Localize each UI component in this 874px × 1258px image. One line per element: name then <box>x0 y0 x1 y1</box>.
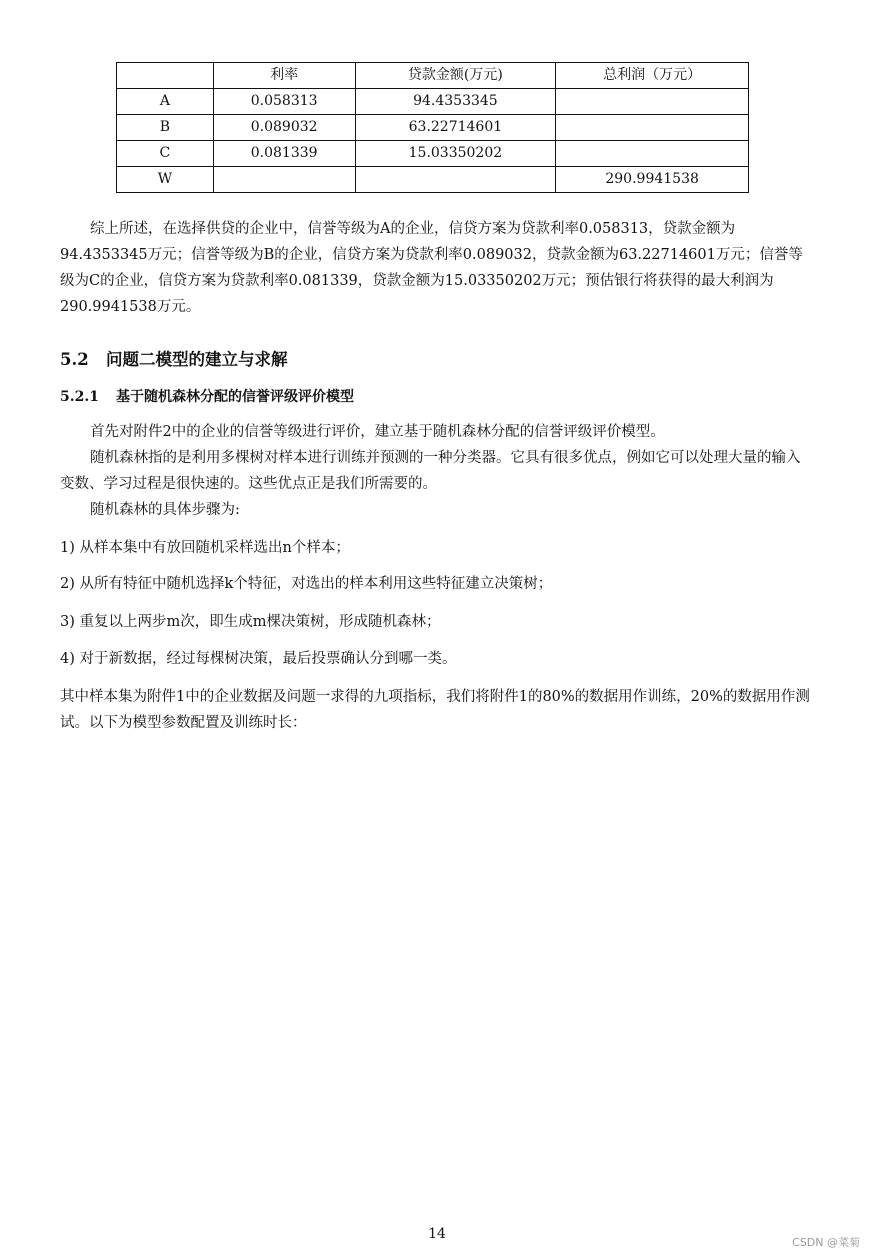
list-item: 3) 重复以上两步m次，即生成m棵决策树，形成随机森林； <box>60 614 441 630</box>
subsection-title: 基于随机森林分配的信誉评级评价模型 <box>116 389 354 405</box>
table-cell: C <box>117 141 214 167</box>
table-cell <box>556 141 749 167</box>
page-number: 14 <box>428 1226 446 1242</box>
closing-paragraph: 其中样本集为附件1中的企业数据及问题一求得的九项指标，我们将附件1的80%的数据用作训练，20%的数据用作测试。以下为模型参数配置及训练时长： <box>60 689 810 731</box>
list-item: 1) 从样本集中有放回随机采样选出n个样本； <box>60 540 350 556</box>
summary-paragraph: 综上所述，在选择供贷的企业中，信誉等级为A的企业，信贷方案为贷款利率0.058313，贷款金额为94.4353345万元；信誉等级为B的企业，信贷方案为贷款利率0.089032，贷款金额为63.22714601万元；信誉等级为C的企业，信贷方案为贷款利率0.081339，贷款金额为15.03350202万元；预估银行将获得的最大利润为290.9941538万元。 <box>60 221 803 315</box>
subsection-heading <box>60 386 354 406</box>
table-cell: 63.22714601 <box>355 115 556 141</box>
table-cell: B <box>117 115 214 141</box>
table-header-cell: 利率 <box>213 63 355 89</box>
loan-plan-table <box>116 62 749 193</box>
section-heading <box>60 346 288 370</box>
watermark-text: CSDN @菜菊 <box>792 1236 860 1249</box>
table-cell: 0.058313 <box>213 89 355 115</box>
table-cell <box>355 167 556 193</box>
table-cell <box>213 167 355 193</box>
section-number: 5.2 <box>60 350 89 369</box>
body-paragraph: 随机森林指的是利用多棵树对样本进行训练并预测的一种分类器。它具有很多优点，例如它可以处理大量的输入变数、学习过程是很快速的。这些优点正是我们所需要的。 <box>60 450 801 492</box>
subsection-number: 5.2.1 <box>60 389 99 405</box>
table-cell: 94.4353345 <box>355 89 556 115</box>
table-cell: A <box>117 89 214 115</box>
table-cell: W <box>117 167 214 193</box>
table-row <box>117 141 749 167</box>
body-paragraph: 随机森林的具体步骤为: <box>90 502 240 518</box>
table-cell: 15.03350202 <box>355 141 556 167</box>
table-cell: 290.9941538 <box>556 167 749 193</box>
list-item: 4) 对于新数据，经过每棵树决策，最后投票确认分到哪一类。 <box>60 651 457 667</box>
table-header-cell: 贷款金额(万元) <box>355 63 556 89</box>
table-row <box>117 115 749 141</box>
section-title: 问题二模型的建立与求解 <box>106 350 288 369</box>
table-header-row <box>117 63 749 89</box>
table-cell: 0.089032 <box>213 115 355 141</box>
table-cell: 0.081339 <box>213 141 355 167</box>
table-cell <box>556 89 749 115</box>
table-row <box>117 89 749 115</box>
list-item: 2) 从所有特征中随机选择k个特征，对选出的样本利用这些特征建立决策树； <box>60 576 553 592</box>
table-header-cell <box>117 63 214 89</box>
body-paragraph: 首先对附件2中的企业的信誉等级进行评价，建立基于随机森林分配的信誉评级评价模型。 <box>90 424 665 440</box>
table-header-cell: 总利润（万元） <box>556 63 749 89</box>
table-row <box>117 167 749 193</box>
table-cell <box>556 115 749 141</box>
